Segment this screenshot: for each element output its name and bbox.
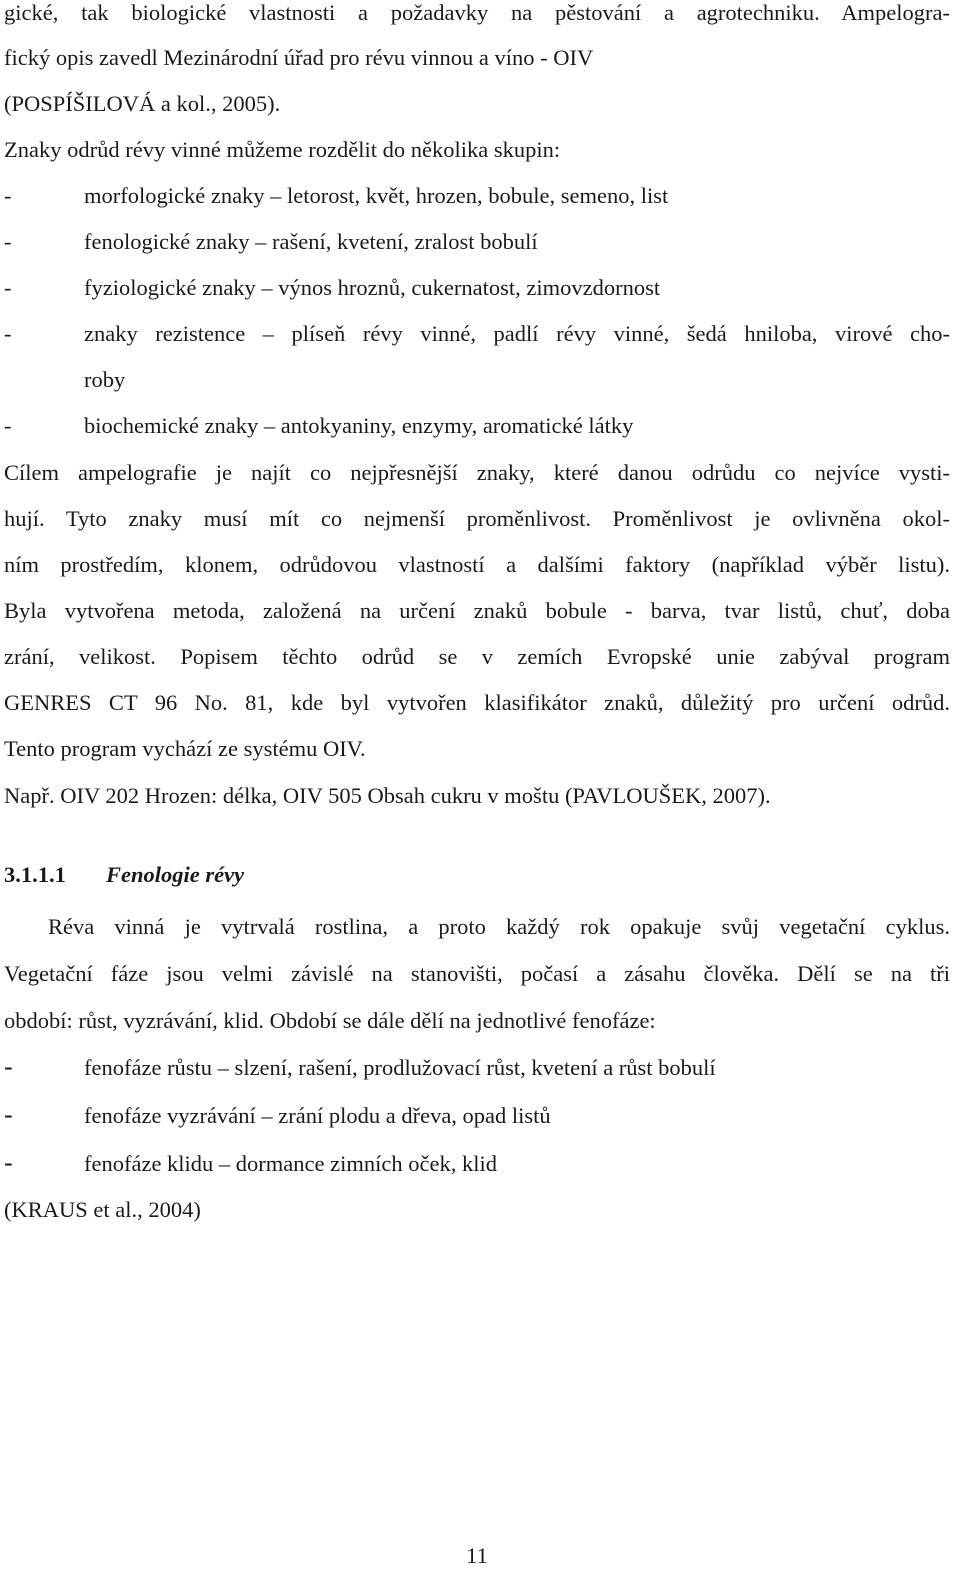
citation: (KRAUS et al., 2004) bbox=[4, 1197, 201, 1222]
paragraph-line: Vegetační fáze jsou velmi závislé na stanovišti, počasí a zásahu člověka. Dělí se na tři bbox=[4, 961, 950, 986]
section-title: Fenologie révy bbox=[106, 862, 245, 887]
list-item-text: biochemické znaky – antokyaniny, enzymy, aromatické látky bbox=[84, 413, 634, 438]
paragraph-line: GENRES CT 96 No. 81, kde byl vytvořen klasifikátor znaků, důležitý pro určení odrůd. bbox=[4, 690, 950, 715]
list-dash: - bbox=[4, 183, 12, 208]
section-number: 3.1.1.1 bbox=[4, 862, 66, 887]
example-line: Např. OIV 202 Hrozen: délka, OIV 505 Obsah cukru v moštu (PAVLOUŠEK, 2007). bbox=[4, 783, 771, 808]
continuation-line-1: gické, tak biologické vlastnosti a požadavky na pěstování a agrotechniku. Ampelogra- bbox=[4, 0, 950, 25]
paragraph-line: ním prostředím, klonem, odrůdovou vlastností a dalšími faktory (například výběr listu). bbox=[4, 552, 950, 577]
page-number: 11 bbox=[466, 1543, 488, 1568]
paragraph-line: Cílem ampelografie je najít co nejpřesnější znaky, které danou odrůdu co nejvíce vysti- bbox=[4, 460, 950, 485]
list-dash: - bbox=[4, 229, 12, 254]
paragraph-line: období: růst, vyzrávání, klid. Období se dále dělí na jednotlivé fenofáze: bbox=[4, 1008, 656, 1033]
list-item-text: fyziologické znaky – výnos hroznů, cukernatost, zimovzdornost bbox=[84, 275, 661, 300]
paragraph-line: Réva vinná je vytrvalá rostlina, a proto každý rok opakuje svůj vegetační cyklus. bbox=[48, 914, 950, 939]
list-dash: - bbox=[4, 275, 12, 300]
paragraph-line: Byla vytvořena metoda, založená na určení znaků bobule - barva, tvar listů, chuť, doba bbox=[4, 598, 950, 623]
list-dash: - bbox=[4, 1052, 13, 1081]
list-dash: - bbox=[4, 321, 12, 346]
paragraph-line: Tento program vychází ze systému OIV. bbox=[4, 736, 366, 761]
paragraph-line: zrání, velikost. Popisem těchto odrůd se v zemích Evropské unie zabýval program bbox=[4, 644, 950, 669]
continuation-line-2: fický opis zavedl Mezinárodní úřad pro révu vinnou a víno - OIV bbox=[4, 45, 594, 70]
groups-intro: Znaky odrůd révy vinné můžeme rozdělit do několika skupin: bbox=[4, 137, 561, 162]
list-item-text: fenologické znaky – rašení, kvetení, zralost bobulí bbox=[84, 229, 538, 254]
list-item-text: morfologické znaky – letorost, květ, hrozen, bobule, semeno, list bbox=[84, 183, 669, 208]
list-item-continuation: roby bbox=[84, 367, 126, 392]
continuation-line-3: (POSPÍŠILOVÁ a kol., 2005). bbox=[4, 91, 281, 116]
list-dash: - bbox=[4, 1100, 13, 1129]
list-item-text: fenofáze vyzrávání – zrání plodu a dřeva, opad listů bbox=[84, 1103, 551, 1128]
list-dash: - bbox=[4, 413, 12, 438]
list-item-text: fenofáze růstu – slzení, rašení, prodlužovací růst, kvetení a růst bobulí bbox=[84, 1055, 716, 1080]
paragraph-line: hují. Tyto znaky musí mít co nejmenší proměnlivost. Proměnlivost je ovlivněna okol- bbox=[4, 506, 950, 531]
list-dash: - bbox=[4, 1148, 13, 1177]
list-item-text: znaky rezistence – plíseň révy vinné, padlí révy vinné, šedá hniloba, virové cho- bbox=[84, 321, 950, 346]
list-item-text: fenofáze klidu – dormance zimních oček, klid bbox=[84, 1151, 497, 1176]
